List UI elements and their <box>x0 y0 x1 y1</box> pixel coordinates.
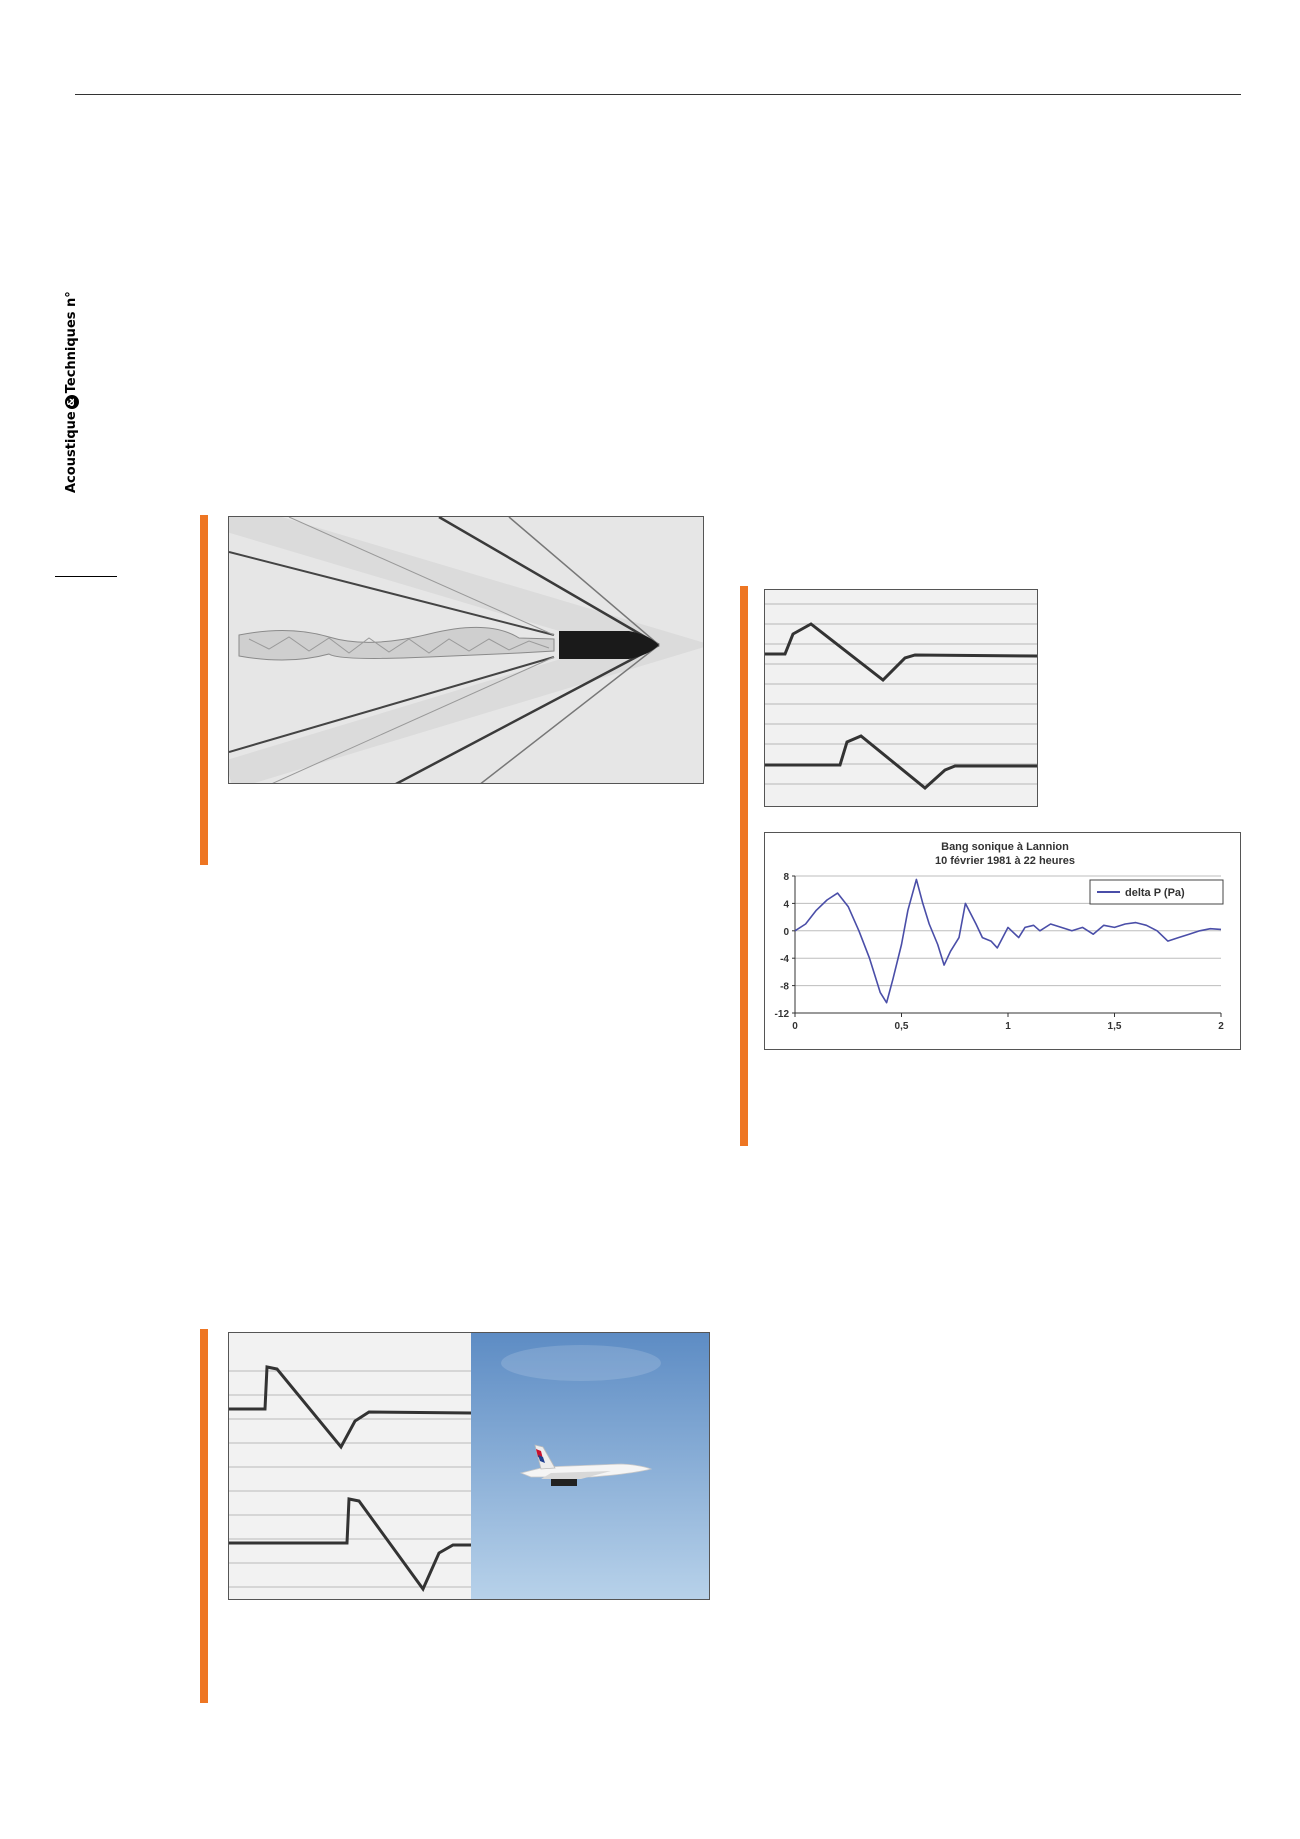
figure4-accent-bar <box>200 1329 208 1703</box>
y-tick-label: 0 <box>783 926 789 938</box>
x-tick-label: 0,5 <box>894 1021 909 1032</box>
chart-title: Bang sonique à Lannion <box>941 841 1069 853</box>
bang-chart-svg <box>765 833 1241 1050</box>
journal-title-part1: Acoustique <box>64 411 79 493</box>
legend-label: delta P (Pa) <box>1125 887 1185 899</box>
x-tick-label: 1 <box>1005 1021 1011 1032</box>
x-tick-label: 2 <box>1218 1021 1224 1032</box>
journal-title-part2: Techniques n° <box>64 291 79 394</box>
chart-legend <box>1090 880 1223 904</box>
chart-subtitle: 10 février 1981 à 22 heures <box>934 855 1076 867</box>
page-number-rule <box>55 576 117 577</box>
figure-n-wave-traces <box>764 589 1038 807</box>
photo-concorde <box>471 1332 710 1600</box>
figure-n-wave-traces-2 <box>228 1332 472 1600</box>
y-tick-label: 4 <box>783 899 789 911</box>
x-tick-label: 0 <box>792 1021 798 1032</box>
header-rule <box>75 94 1241 95</box>
y-tick-label: -4 <box>780 954 789 966</box>
figure2-accent-bar <box>740 586 748 1146</box>
y-tick-label: -12 <box>774 1009 789 1020</box>
journal-title <box>64 291 79 493</box>
figure1-accent-bar <box>200 515 208 865</box>
y-tick-label: -8 <box>780 981 789 993</box>
ampersand-badge: & <box>65 395 79 409</box>
figure-bang-chart <box>764 832 1241 1050</box>
figure-shadowgraph-bullet <box>228 516 704 784</box>
x-tick-label: 1,5 <box>1107 1021 1122 1032</box>
y-tick-label: 8 <box>783 872 789 883</box>
